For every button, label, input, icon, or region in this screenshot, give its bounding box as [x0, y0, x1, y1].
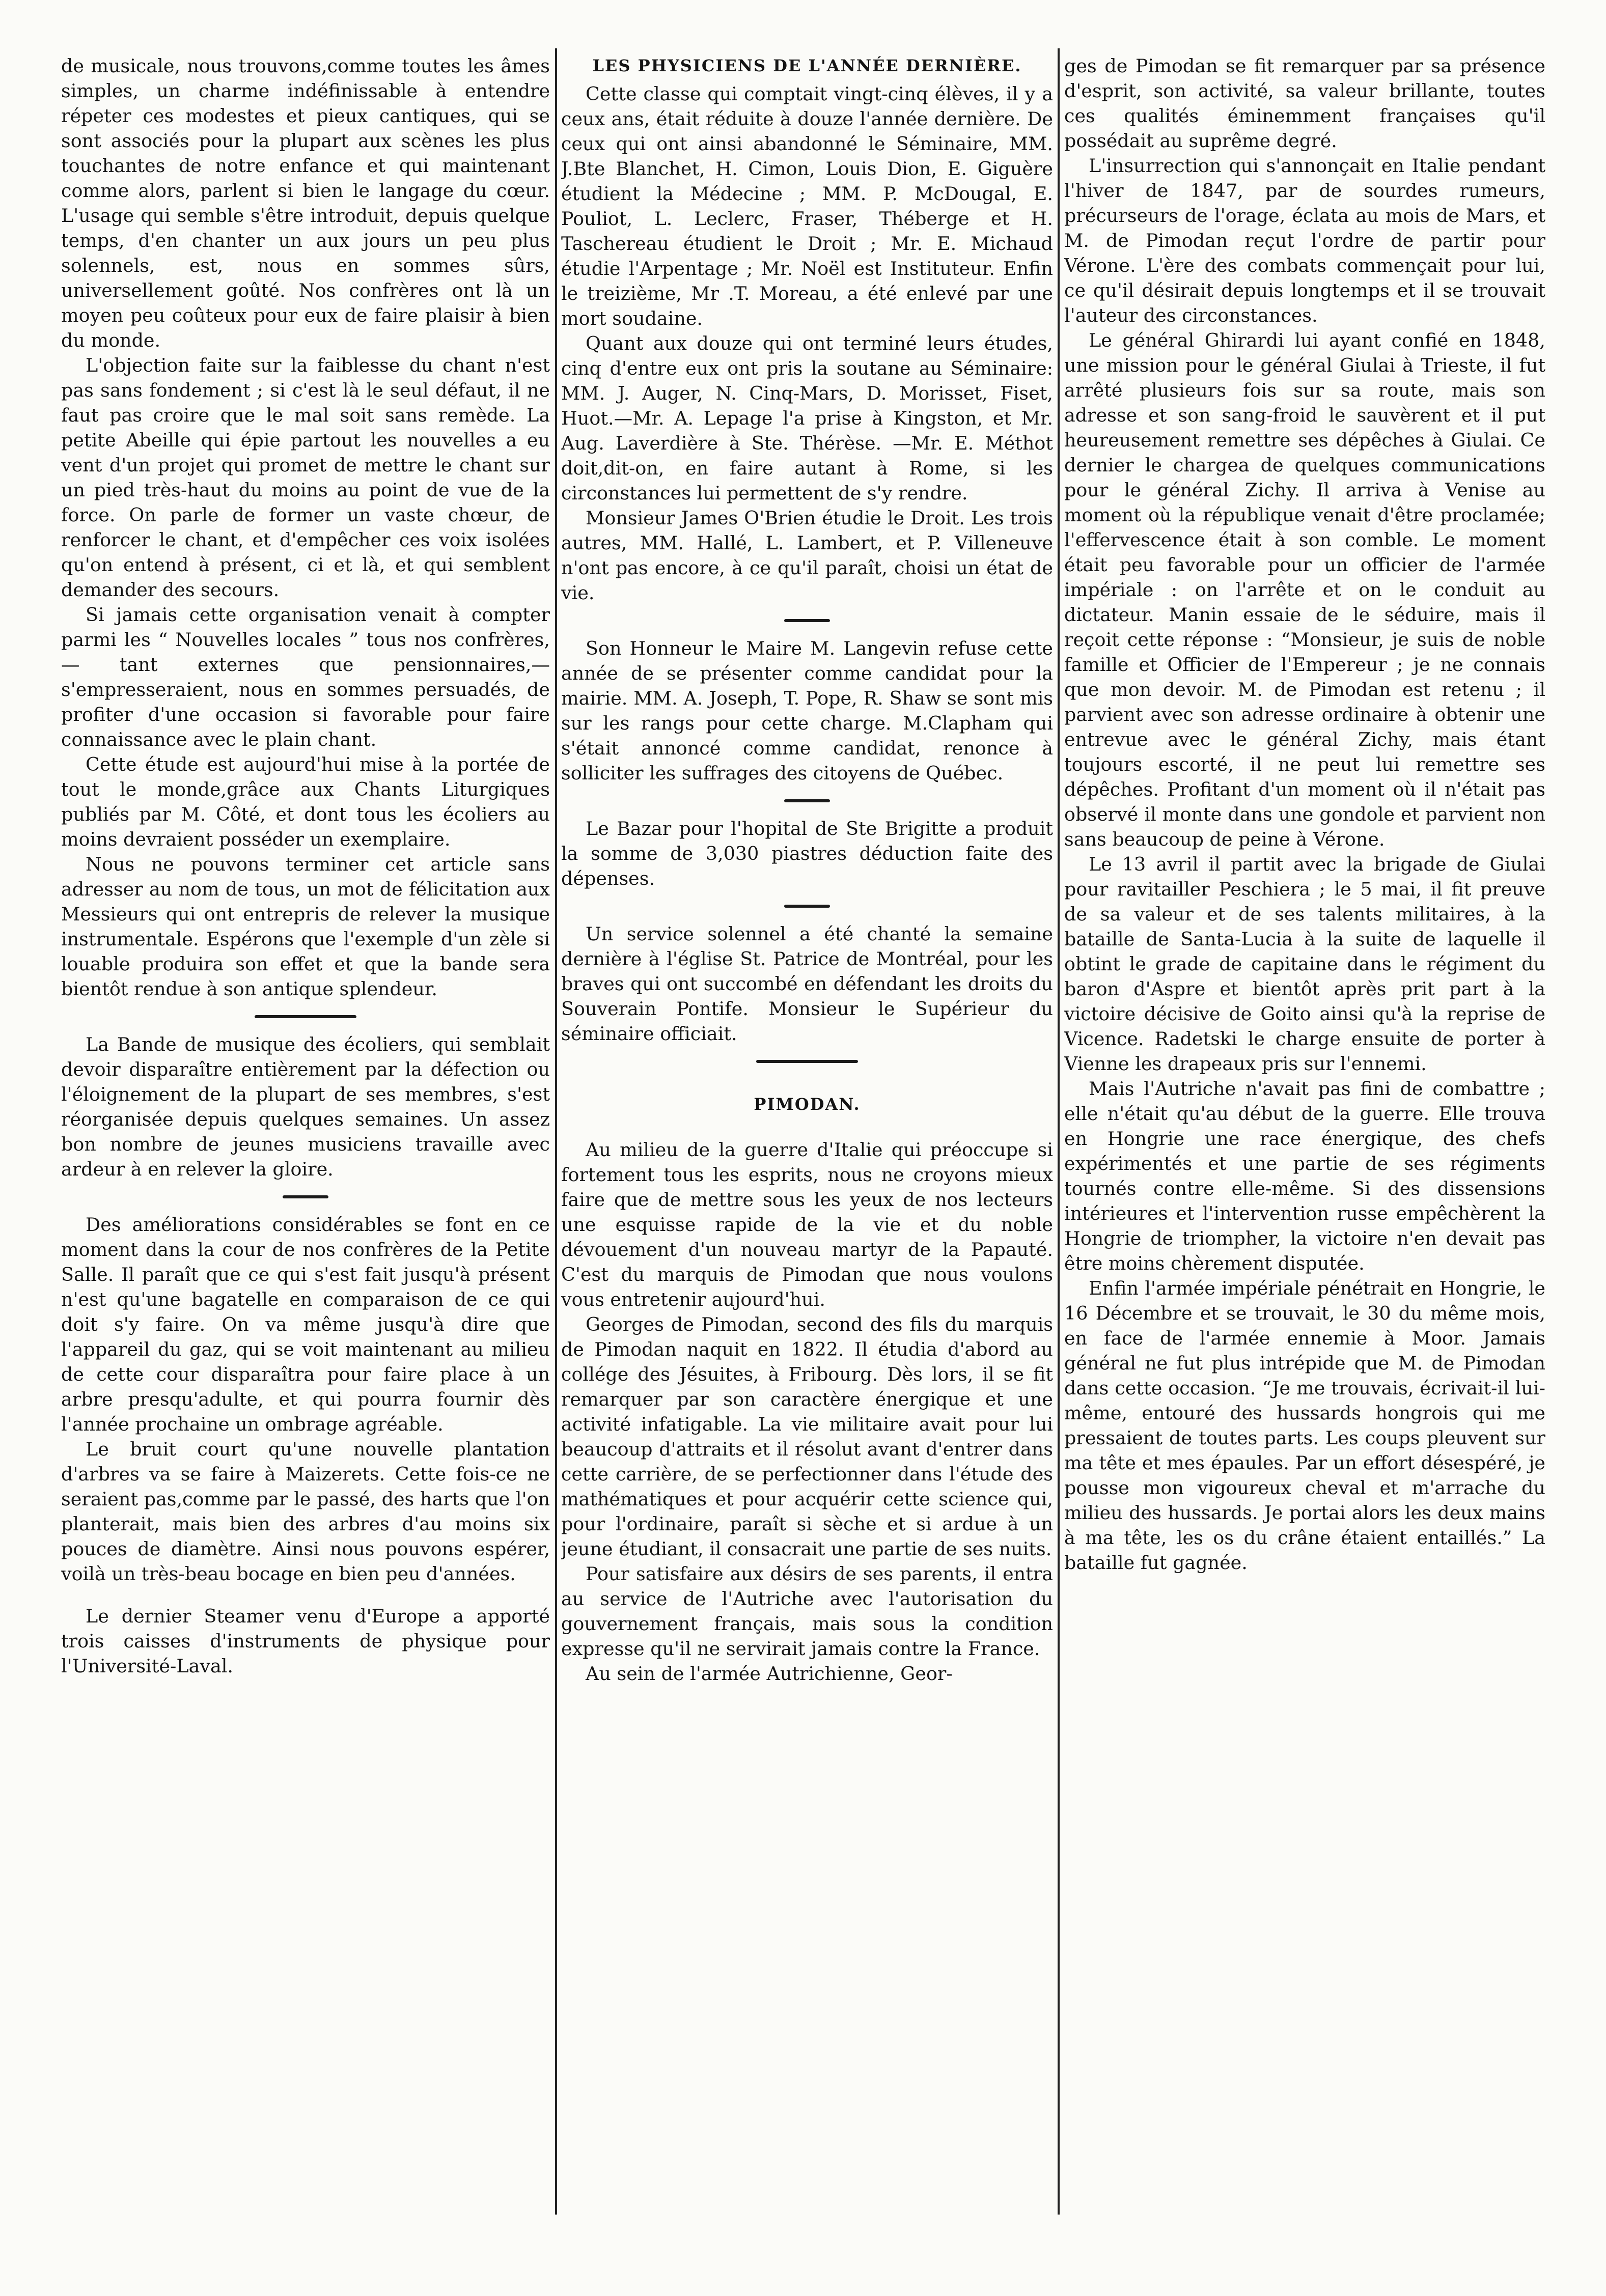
news-item: Le dernier Steamer venu d'Europe a apporté trois caisses d'instruments de physique pour l'Université-Laval.	[61, 1605, 550, 1677]
article-paragraph: Au sein de l'armée Autrichienne, Geor-	[586, 1663, 953, 1685]
news-item: Des améliorations considérables se font en ce moment dans la cour de nos confrères de la Petite Salle. Il paraît que ce qui s'est fait jusqu'à présent n'est qu'une bagatelle en comparaison de ce qui doit s'y faire. On va même jusqu'à dire que l'appareil du gaz, qui se voit maintenant au milieu de cette cour disparaîtra pour faire place à un arbre presqu'adulte, et qui pourra fournir dès l'année prochaine un ombrage agréable.	[61, 1214, 550, 1435]
article-paragraph: Monsieur James O'Brien étudie le Droit. Les trois autres, MM. Hallé, L. Lambert, et P. Villeneuve n'ont pas encore, à ce qu'il paraît, choisi un état de vie.	[561, 507, 1053, 604]
news-item: Son Honneur le Maire M. Langevin refuse cette année de se présenter comme candidat pour la mairie. MM. A. Joseph, T. Pope, R. Shaw se sont mis sur les rangs pour cette charge. M.Clapham qui s'était annoncé comme candidat, renonce à solliciter les suffrages des citoyens de Québec.	[561, 637, 1053, 784]
news-item: Le Bazar pour l'hopital de Ste Brigitte a produit la somme de 3,030 piastres déduction faite des dépenses.	[561, 818, 1053, 889]
article-paragraph: ges de Pimodan se fit remarquer par sa présence d'esprit, son activité, sa valeur brillante, toutes ces qualités éminemment françaises qu'il possédait au suprême degré.	[1064, 55, 1545, 152]
article-paragraph: Au milieu de la guerre d'Italie qui préoccupe si fortement tous les esprits, nous ne croyons mieux faire que de mettre sous les yeux de nos lecteurs une esquisse rapide de la vie et du noble dévouement d'un nouveau martyr de la Papauté. C'est du marquis de Pimodan que nous voulons vous entretenir aujourd'hui.	[561, 1139, 1053, 1310]
column-2	[561, 53, 1053, 2212]
article-paragraph: Pour satisfaire aux désirs de ses parents, il entra au service de l'Autriche avec l'autorisation du gouvernement français, mais sous la condition expresse qu'il ne servirait jamais contre la France.	[561, 1563, 1053, 1660]
column-1	[61, 53, 550, 2212]
article-paragraph: Cette classe qui comptait vingt-cinq élèves, il y a ceux ans, était réduite à douze l'année dernière. De ceux qui ont ainsi abandonné le Séminaire, MM. J.Bte Blanchet, H. Cimon, Louis Dion, E. Giguère étudient la Médecine ; MM. P. McDougal, E. Pouliot, L. Leclerc, Fraser, Théberge et H. Taschereau étudient le Droit ; Mr. E. Michaud étudie l'Arpentage ; Mr. Noël est Instituteur. Enfin le treizième, Mr .T. Moreau, a été enlevé par une mort soudaine.	[561, 83, 1053, 329]
article-paragraph: Enfin l'armée impériale pénétrait en Hongrie, le 16 Décembre et se trouvait, le 30 du même mois, en face de l'armée ennemie à Moor. Jamais général ne fut plus intrépide que M. de Pimodan dans cette occasion. “Je me trouvais, écrivait-il lui-même, entouré des hussards hongrois qui me pressaient de toutes parts. Les coups pleuvent sur ma tête et mes épaules. Par un effort désespéré, je pousse mon vigoureux cheval et m'arrache du milieu des hussards. Je portai alors les deux mains à ma tête, les os du crâne étaient entaillés.” La bataille fut gagnée.	[1064, 1277, 1545, 1574]
section-divider	[61, 1001, 550, 1032]
section-divider	[61, 1182, 550, 1212]
article-paragraph: Nous ne pouvons terminer cet article sans adresser au nom de tous, un mot de félicitation aux Messieurs qui ont entrepris de relever la musique instrumentale. Espérons que l'exemple d'un zèle si louable produira son effet et que la bande sera bientôt rendue à son antique splendeur.	[61, 853, 550, 1000]
article-paragraph: Mais l'Autriche n'avait pas fini de combattre ; elle n'était qu'au début de la guerre. Elle trouva en Hongrie une race énergique, des chefs expérimentés et une partie de ses régiments tournés contre elle-même. Si des dissensions intérieures et l'intervention russe empêchèrent la Hongrie de triompher, la victoire n'en devait pas être moins chèrement disputée.	[1064, 1078, 1545, 1274]
article-paragraph: Le général Ghirardi lui ayant confié en 1848, une mission pour le général Giulai à Trieste, il fut arrêté plusieurs fois sur sa route, mais son adresse et son sang-froid le sauvèrent et il put heureusement remettre ses dépêches à Giulai. Ce dernier le chargea de quelques communications pour le général Zichy. Il arriva à Venise au moment où la république venait d'être proclamée; l'effervescence était à son comble. Le moment était peu favorable pour un officier de l'armée impériale : on l'arrête et on le conduit au dictateur. Manin essaie de le séduire, mais il reçoit cette réponse : “Monsieur, je suis de noble famille et Officier de l'Empereur ; je ne connais que mon devoir. M. de Pimodan est retenu ; il parvient avec son adresse ordinaire à obtenir une entrevue avec le général Zichy, mais étant toujours escorté, il ne peut lui remettre ses dépêches. Profitant d'un moment où il n'était pas observé il monte dans une gondole et parvient non sans beaucoup de peine à Vérone.	[1064, 329, 1545, 850]
news-item: La Bande de musique des écoliers, qui semblait devoir disparaître entièrement par la défection ou l'éloignement de la plupart de ses membres, s'est réorganisée depuis quelques semaines. Un assez bon nombre de jeunes musiciens travaille avec ardeur à en relever la gloire.	[61, 1033, 550, 1180]
column-rule-2	[1058, 48, 1060, 2215]
section-heading: LES PHYSICIENS DE L'ANNÉE DERNIÈRE.	[592, 56, 1022, 75]
section-divider	[561, 605, 1053, 636]
article-paragraph: Le 13 avril il partit avec la brigade de Giulai pour ravitailler Peschiera ; le 5 mai, il fit preuve de sa valeur et de ses talents militaires, à la bataille de Santa-Lucia à la suite de laquelle il obtint le grade de capitaine dans le régiment du baron d'Aspre et bientôt après prit part à la victoire décisive de Goito ainsi qu'à la reprise de Vicence. Radetski le charge ensuite de porter à Vienne les drapeaux pris sur l'ennemi.	[1064, 853, 1545, 1075]
article-paragraph: Cette étude est aujourd'hui mise à la portée de tout le monde,grâce aux Chants Liturgiques publiés par M. Côté, et dont tous les écoliers au moins devraient posséder un exemplaire.	[61, 753, 550, 850]
column-rule-1	[555, 48, 557, 2215]
column-3	[1064, 53, 1545, 2212]
article-paragraph: de musicale, nous trouvons,comme toutes les âmes simples, un charme indéfinissable à entendre répeter ces modestes et pieux cantiques, qui se sont associés pour la plupart aux scènes les plus touchantes de notre enfance et qui maintenant comme alors, parlent si bien le langage du cœur. L'usage qui semble s'être introduit, depuis quelque temps, d'en chanter un aux jours un peu plus solennels, est, nous en sommes sûrs, universellement goûté. Nos confrères ont là un moyen peu coûteux pour eux de faire plaisir à bien du monde.	[61, 55, 550, 351]
article-paragraph: Si jamais cette organisation venait à compter parmi les “ Nouvelles locales ” tous nos confrères,— tant externes que pensionnaires,—s'empresseraient, nous en sommes persuadés, de profiter d'une occasion si favorable pour faire connaissance avec le plain chant.	[61, 604, 550, 750]
news-item: Le bruit court qu'une nouvelle plantation d'arbres va se faire à Maizerets. Cette fois-ce ne seraient pas,comme par le passé, des harts que l'on planterait, mais bien des arbres d'au moins six pouces de diamètre. Ainsi nous pouvons espérer, voilà un très-beau bocage en bien peu d'années.	[61, 1438, 550, 1585]
article-paragraph: L'insurrection qui s'annonçait en Italie pendant l'hiver de 1847, par de sourdes rumeurs, précurseurs de l'orage, éclata au mois de Mars, et M. de Pimodan reçut l'ordre de partir pour Vérone. L'ère des combats commençait pour lui, ce qu'il désirait depuis longtemps et il se trouvait l'auteur des circonstances.	[1064, 155, 1545, 326]
section-divider	[561, 891, 1053, 921]
article-paragraph: Georges de Pimodan, second des fils du marquis de Pimodan naquit en 1822. Il étudia d'abord au collége des Jésuites, à Fribourg. Dès lors, il se fit remarquer par son caractère énergique et une activité infatigable. La vie militaire avait pour lui beaucoup d'attraits et il résolut avant d'entrer dans cette carrière, de se perfectionner dans l'étude des mathématiques et pour acquérir cette science qui, pour l'ordinaire, paraît si sèche et si ardue à un jeune étudiant, il consacrait une partie de ses nuits.	[561, 1313, 1053, 1560]
news-item: Un service solennel a été chanté la semaine dernière à l'église St. Patrice de Montréal, pour les braves qui ont succombé en défendant les droits du Souverain Pontife. Monsieur le Supérieur du séminaire officiait.	[561, 923, 1053, 1045]
section-heading: PIMODAN.	[754, 1095, 861, 1114]
section-divider	[561, 1046, 1053, 1077]
section-divider	[561, 786, 1053, 816]
article-paragraph: L'objection faite sur la faiblesse du chant n'est pas sans fondement ; si c'est là le seul défaut, il ne faut pas croire que le mal soit sans remède. La petite Abeille qui épie partout les nouvelles a eu vent d'un projet qui promet de mettre le chant sur un pied très-haut du moins au point de vue de la force. On parle de former un vaste chœur, de renforcer le chant, et d'empêcher ces voix isolées qu'on entend à présent, ci et là, et qui semblent demander des secours.	[61, 354, 550, 601]
article-paragraph: Quant aux douze qui ont terminé leurs études, cinq d'entre eux ont pris la soutane au Séminaire: MM. J. Auger, N. Cinq-Mars, D. Morisset, Fiset, Huot.—Mr. A. Lepage l'a prise à Kingston, et Mr. Aug. Laverdière à Ste. Thérèse. —Mr. E. Méthot doit,dit-on, en faire autant à Rome, si les circonstances lui permettent de s'y rendre.	[561, 332, 1053, 504]
